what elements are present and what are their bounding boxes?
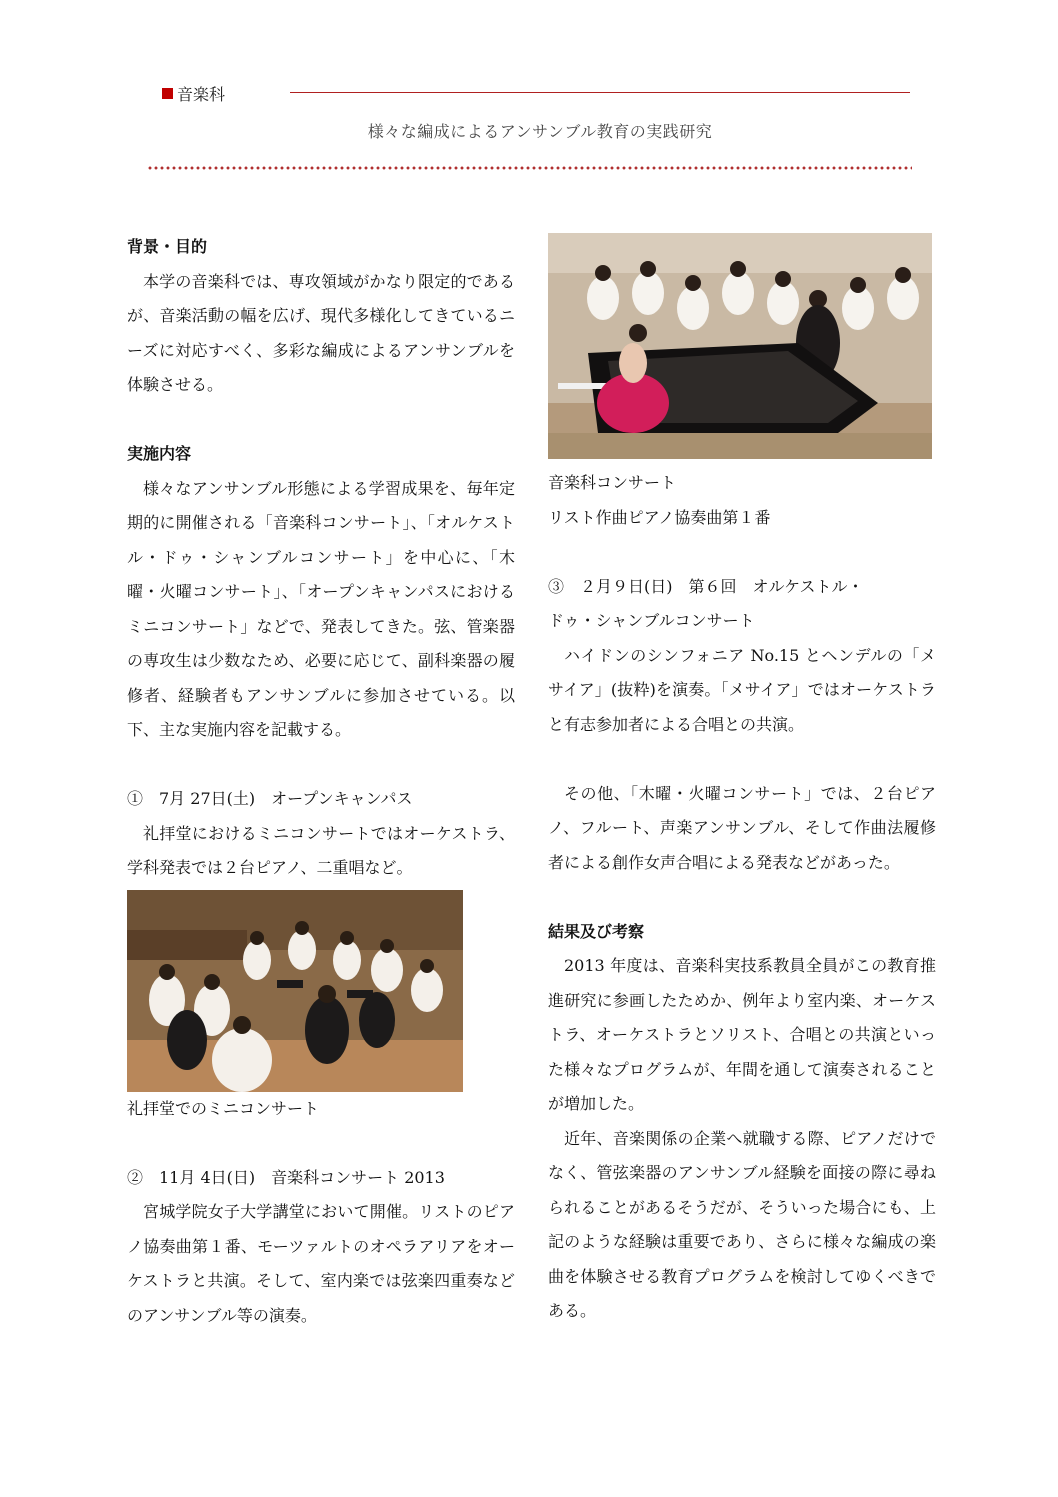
- background-text: 本学の音楽科では、専攻領域がかなり限定的であるが、音楽活動の幅を広げ、現代多様化してきているニーズに対応すべく、多彩な編成によるアンサンブルを体験させる。: [127, 271, 515, 394]
- item2-heading: ② 11月 4日(日) 音楽科コンサート 2013: [127, 1167, 445, 1187]
- photo2-caption-line1: 音楽科コンサート: [548, 473, 677, 492]
- background-heading: 背景・目的: [127, 237, 208, 256]
- item3-text: ハイドンのシンフォニア No.15 とヘンデルの「メサイア」(抜粋)を演奏。「メサイア」ではオーケストラと有志参加者による合唱との共演。: [548, 645, 936, 734]
- dotted-divider: [147, 166, 912, 170]
- item2-text: 宮城学院女子大学講堂において開催。リストのピアノ協奏曲第１番、モーツァルトのオペラアリアをオーケストラと共演。そして、室内楽では弦楽四重奏などのアンサンブル等の演奏。: [127, 1202, 515, 1325]
- photo1-caption: 礼拝堂でのミニコンサート: [127, 1098, 320, 1118]
- item1-text: 礼拝堂におけるミニコンサートではオーケストラ、学科発表では２台ピアノ、二重唱など。: [127, 823, 515, 877]
- other-text: その他、「木曜・火曜コンサート」では、２台ピアノ、フルート、声楽アンサンブル、そして作曲法履修者による創作女声合唱による発表などがあった。: [548, 783, 936, 872]
- header-rule: [290, 92, 910, 93]
- photo2-caption-line2: リスト作曲ピアノ協奏曲第１番: [548, 507, 771, 527]
- item3-heading-line2: ドゥ・シャンブルコンサート: [548, 611, 755, 630]
- results-text-1: 2013 年度は、音楽科実技系教員全員がこの教育推進研究に参画したためか、例年より室内楽、オーケストラ、オーケストラとソリスト、合唱との共演といった様々なプログラムが、年間を通して演奏されることが増加した。: [548, 956, 936, 1113]
- chapel-concert-photo: [127, 890, 463, 1092]
- piano-concerto-photo: [548, 233, 932, 459]
- results-heading: 結果及び考察: [548, 921, 645, 941]
- red-square-icon: [162, 88, 173, 99]
- content-text: 様々なアンサンブル形態による学習成果を、毎年定期的に開催される「音楽科コンサート」、「オルケストル・ドゥ・シャンブルコンサート」を中心に、「木曜・火曜コンサート」、「オープンキャンパスにおけるミニコンサート」などで、発表してきた。弦、管楽器の専攻生は少数なため、必要に応じて、副科楽器の履修者、経験者もアンサンブルに参加させている。以下、主な実施内容を記載する。: [127, 478, 515, 739]
- right-column: [548, 466, 936, 1329]
- content-heading: 実施内容: [127, 444, 192, 463]
- page-title: 様々な編成によるアンサンブル教育の実践研究: [367, 122, 713, 141]
- section-label: [162, 82, 225, 105]
- item3-heading-line1: ③ ２月９日(日) 第６回 オルケストル・: [548, 576, 864, 596]
- left-column: [127, 230, 515, 1333]
- results-text-2: 近年、音楽関係の企業へ就職する際、ピアノだけでなく、管弦楽器のアンサンブル経験を面接の際に尋ねられることがあるそうだが、そういった場合にも、上記のような経験は重要であり、さらに様々な編成の楽曲を体験させる教育プログラムを検討してゆくべきである。: [548, 1128, 936, 1320]
- section-label-text: 音楽科: [177, 85, 226, 104]
- item1-heading: ① 7月 27日(土) オープンキャンパス: [127, 789, 413, 808]
